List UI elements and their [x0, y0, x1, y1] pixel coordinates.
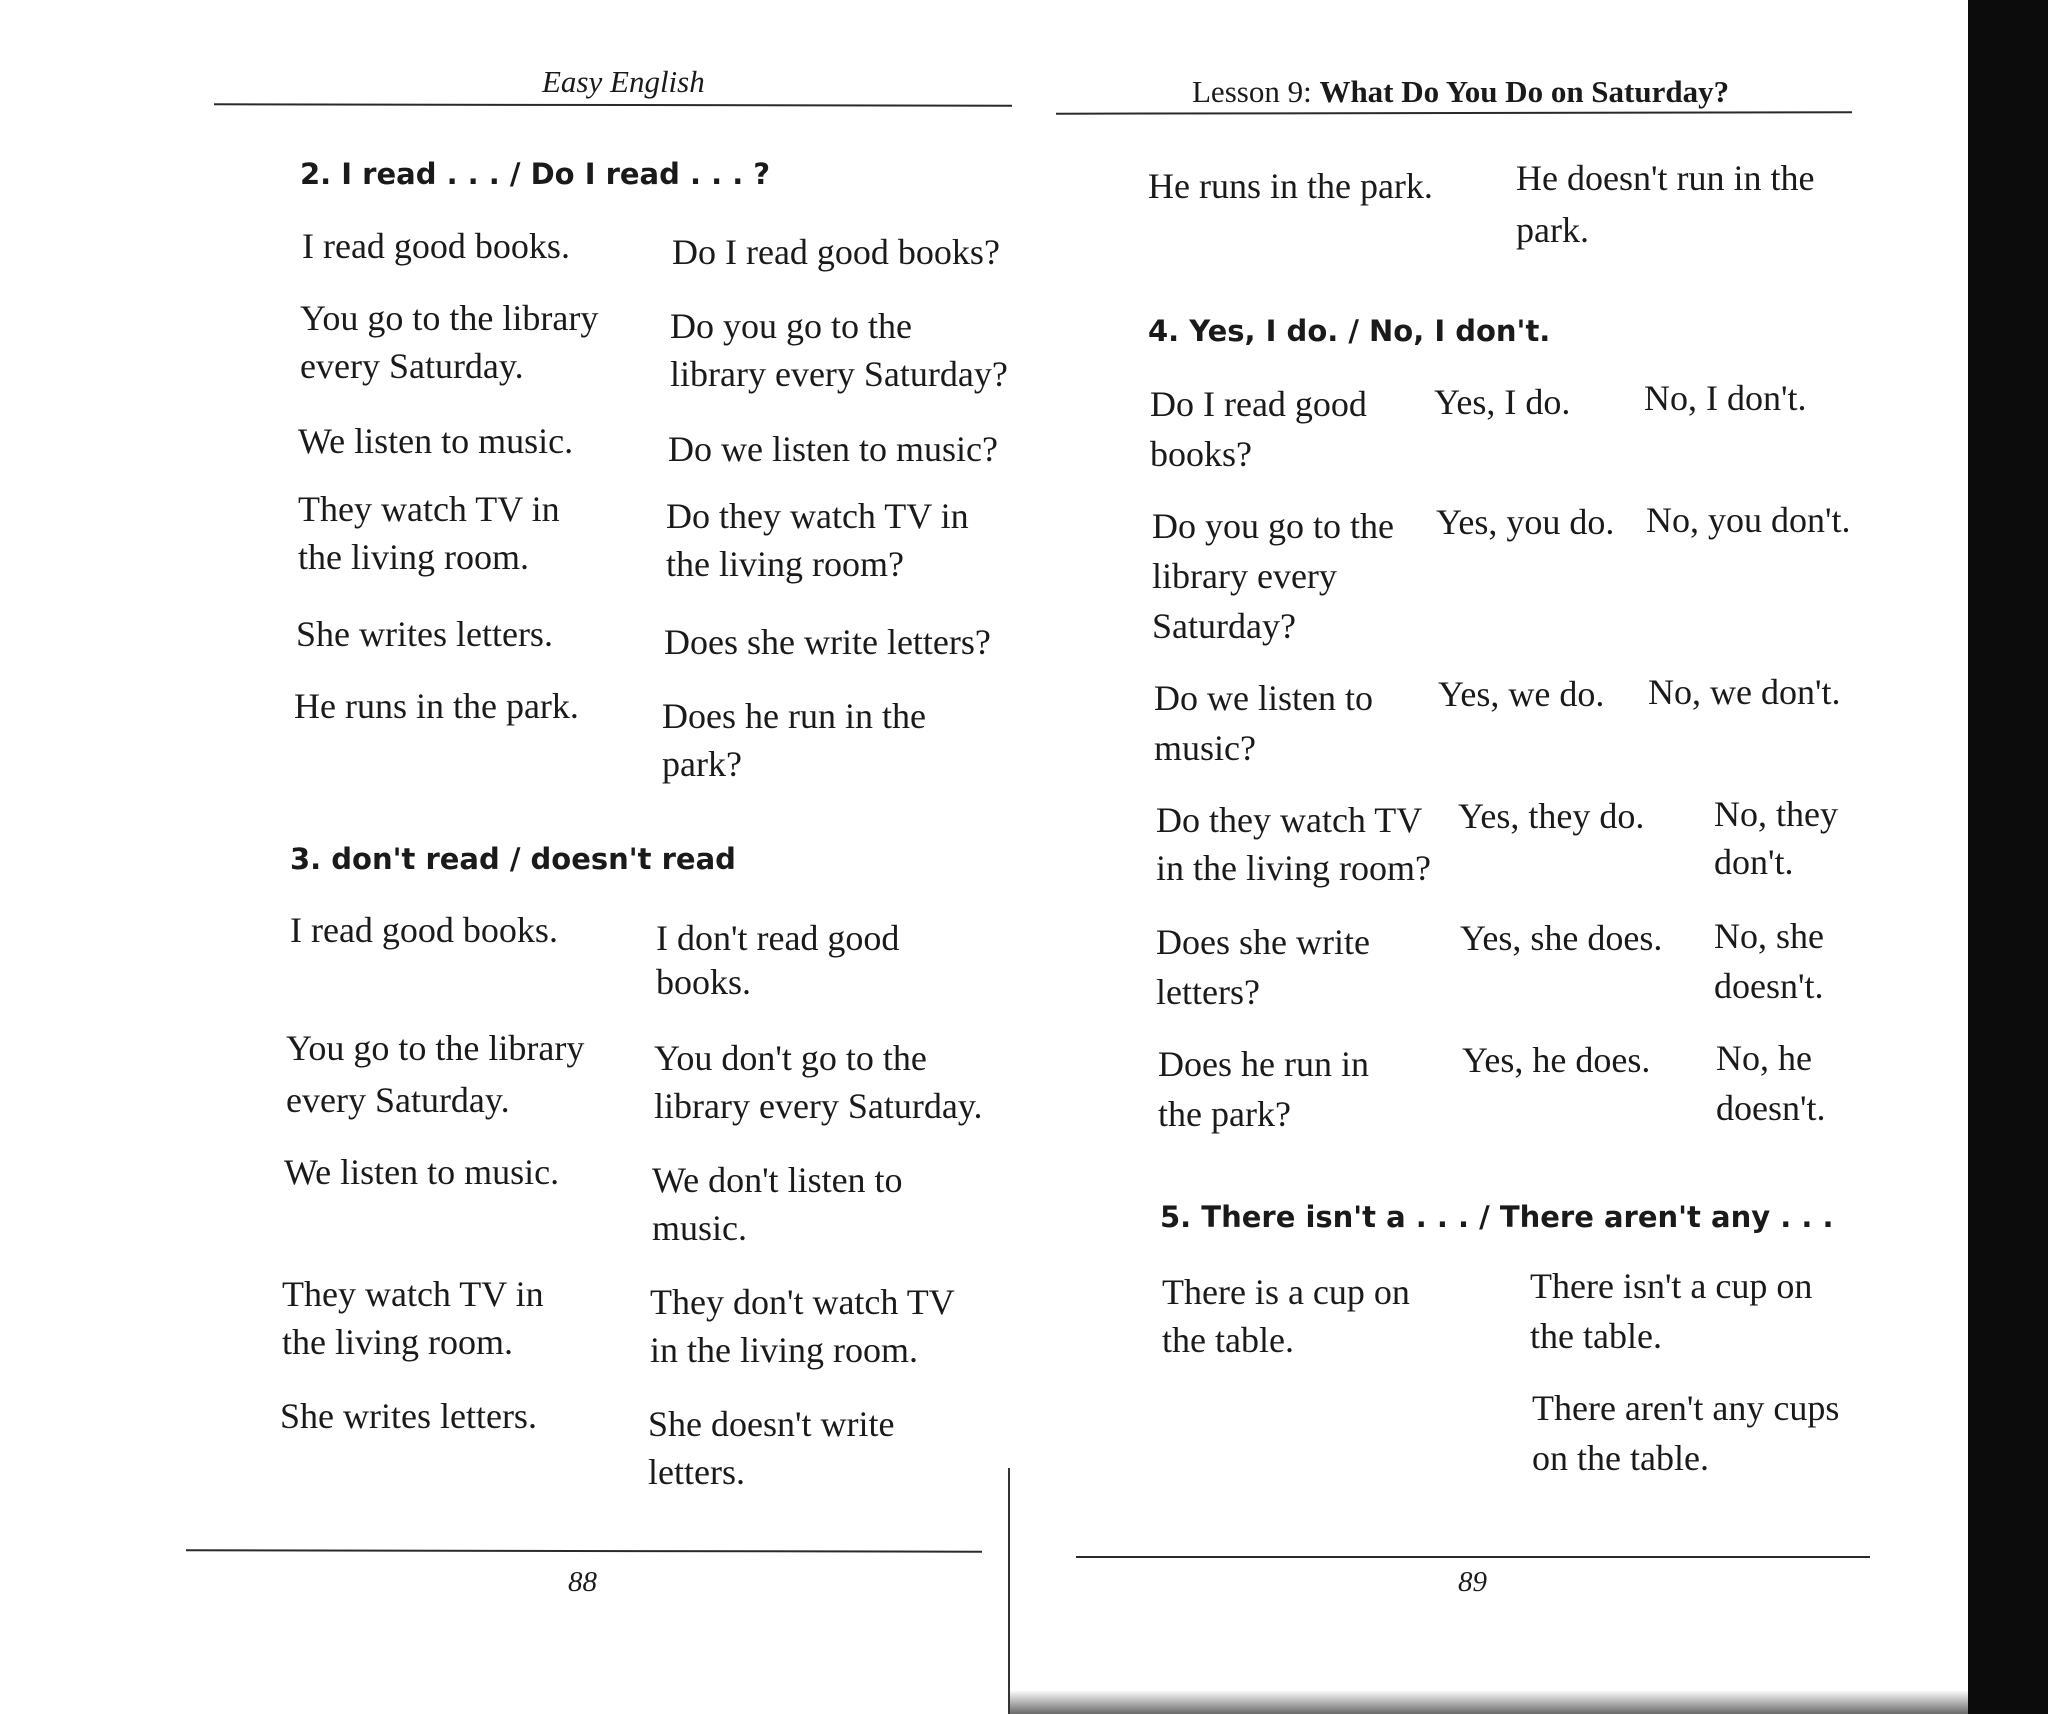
- s2-row3-question: Do we listen to music?: [668, 429, 998, 469]
- s4-row3-no: No, we don't.: [1648, 672, 1841, 712]
- s2-cont-negative-l2: park.: [1516, 210, 1589, 250]
- s2-row2-question-l2: library every Saturday?: [670, 354, 1008, 394]
- section-3-title: 3. don't read / doesn't read: [290, 842, 736, 876]
- s4-row4-yes: Yes, they do.: [1458, 796, 1645, 836]
- s5-row2-negative-l2: on the table.: [1532, 1438, 1709, 1478]
- s3-row3-negative-l1: We don't listen to: [652, 1160, 903, 1200]
- s2-row1-statement: I read good books.: [302, 226, 570, 266]
- s4-row6-no-l2: doesn't.: [1716, 1088, 1826, 1128]
- s3-row2-statement-l2: every Saturday.: [286, 1080, 510, 1120]
- s2-row4-question-l1: Do they watch TV in: [666, 496, 969, 536]
- section-2-title: 2. I read . . . / Do I read . . . ?: [300, 157, 771, 191]
- s4-row3-question-l2: music?: [1154, 728, 1256, 768]
- s3-row4-negative-l1: They don't watch TV: [650, 1282, 955, 1322]
- s4-row2-no: No, you don't.: [1646, 500, 1851, 540]
- s5-row1-negative-l1: There isn't a cup on: [1530, 1266, 1813, 1306]
- s3-row1-negative-l1: I don't read good: [656, 918, 900, 958]
- s4-row3-yes: Yes, we do.: [1438, 674, 1605, 714]
- s2-row1-question: Do I read good books?: [672, 232, 1000, 272]
- s2-row4-statement-l1: They watch TV in: [298, 489, 560, 529]
- right-footer-rule: [1076, 1556, 1870, 1558]
- s4-row5-question-l2: letters?: [1156, 972, 1260, 1012]
- s4-row4-no-l2: don't.: [1714, 842, 1794, 882]
- s3-row3-statement: We listen to music.: [284, 1152, 560, 1192]
- right-header: [1192, 74, 1729, 110]
- s4-row4-question-l1: Do they watch TV: [1156, 800, 1423, 840]
- s3-row5-statement: She writes letters.: [280, 1396, 537, 1436]
- s2-cont-statement: He runs in the park.: [1148, 166, 1433, 206]
- s3-row2-negative-l1: You don't go to the: [654, 1038, 927, 1078]
- s3-row4-statement-l2: the living room.: [282, 1322, 513, 1362]
- s3-row1-statement: I read good books.: [290, 910, 558, 950]
- left-header: Easy English: [542, 64, 705, 99]
- page-bottom-shadow: [1010, 1690, 1968, 1714]
- s2-row6-question-l1: Does he run in the: [662, 696, 926, 736]
- s4-row5-no-l1: No, she: [1714, 916, 1824, 956]
- s2-row5-question: Does she write letters?: [664, 622, 991, 662]
- s2-cont-negative-l1: He doesn't run in the: [1516, 158, 1815, 198]
- s4-row2-question-l2: library every: [1152, 556, 1337, 596]
- s5-row2-negative-l1: There aren't any cups: [1532, 1388, 1840, 1428]
- left-footer-rule: [186, 1549, 982, 1552]
- s3-row1-negative-l2: books.: [656, 962, 752, 1002]
- left-page-number: 88: [568, 1566, 597, 1598]
- s4-row4-no-l1: No, they: [1714, 794, 1838, 834]
- s3-row5-negative-l2: letters.: [648, 1452, 745, 1492]
- scan-dark-edge: [1968, 0, 2048, 1714]
- s4-row6-question-l2: the park?: [1158, 1094, 1291, 1134]
- section-4-title: 4. Yes, I do. / No, I don't.: [1148, 314, 1551, 348]
- s4-row5-question-l1: Does she write: [1156, 922, 1370, 962]
- s4-row1-question-l1: Do I read good: [1150, 384, 1367, 424]
- s4-row3-question-l1: Do we listen to: [1154, 678, 1373, 718]
- s2-row5-statement: She writes letters.: [296, 614, 553, 654]
- s4-row6-yes: Yes, he does.: [1462, 1040, 1651, 1080]
- s2-row2-question-l1: Do you go to the: [670, 306, 912, 346]
- section-5-title: 5. There isn't a . . . / There aren't any . . .: [1160, 1200, 1834, 1234]
- s2-row2-statement-l1: You go to the library: [300, 298, 599, 338]
- s4-row1-no: No, I don't.: [1644, 378, 1807, 418]
- s3-row5-negative-l1: She doesn't write: [648, 1404, 895, 1444]
- s4-row1-yes: Yes, I do.: [1434, 382, 1571, 422]
- s4-row5-no-l2: doesn't.: [1714, 966, 1824, 1006]
- right-header-rule: [1056, 111, 1852, 114]
- s4-row2-question-l3: Saturday?: [1152, 606, 1296, 646]
- s4-row2-question-l1: Do you go to the: [1152, 506, 1394, 546]
- s4-row6-question-l1: Does he run in: [1158, 1044, 1369, 1084]
- s2-row2-statement-l2: every Saturday.: [300, 346, 524, 386]
- s4-row6-no-l1: No, he: [1716, 1038, 1812, 1078]
- left-header-rule: [214, 103, 1012, 106]
- s4-row4-question-l2: in the living room?: [1156, 848, 1431, 888]
- right-page-number: 89: [1458, 1566, 1487, 1598]
- s4-row1-question-l2: books?: [1150, 434, 1252, 474]
- s2-row4-question-l2: the living room?: [666, 544, 904, 584]
- right-header-prefix: Lesson 9:: [1192, 74, 1312, 109]
- s2-row6-question-l2: park?: [662, 744, 742, 784]
- s3-row2-negative-l2: library every Saturday.: [654, 1086, 983, 1126]
- s5-row1-negative-l2: the table.: [1530, 1316, 1662, 1356]
- s2-row3-statement: We listen to music.: [298, 421, 574, 461]
- s3-row3-negative-l2: music.: [652, 1208, 747, 1248]
- s4-row5-yes: Yes, she does.: [1460, 918, 1663, 958]
- s5-row1-affirmative-l1: There is a cup on: [1162, 1272, 1410, 1312]
- s5-row1-affirmative-l2: the table.: [1162, 1320, 1294, 1360]
- s4-row2-yes: Yes, you do.: [1436, 502, 1615, 542]
- s2-row4-statement-l2: the living room.: [298, 537, 529, 577]
- s2-row6-statement: He runs in the park.: [294, 686, 579, 726]
- s3-row4-negative-l2: in the living room.: [650, 1330, 918, 1370]
- right-header-title: What Do You Do on Saturday?: [1319, 74, 1730, 109]
- s3-row4-statement-l1: They watch TV in: [282, 1274, 544, 1314]
- book-gutter: [1008, 1468, 1010, 1714]
- s3-row2-statement-l1: You go to the library: [286, 1028, 585, 1068]
